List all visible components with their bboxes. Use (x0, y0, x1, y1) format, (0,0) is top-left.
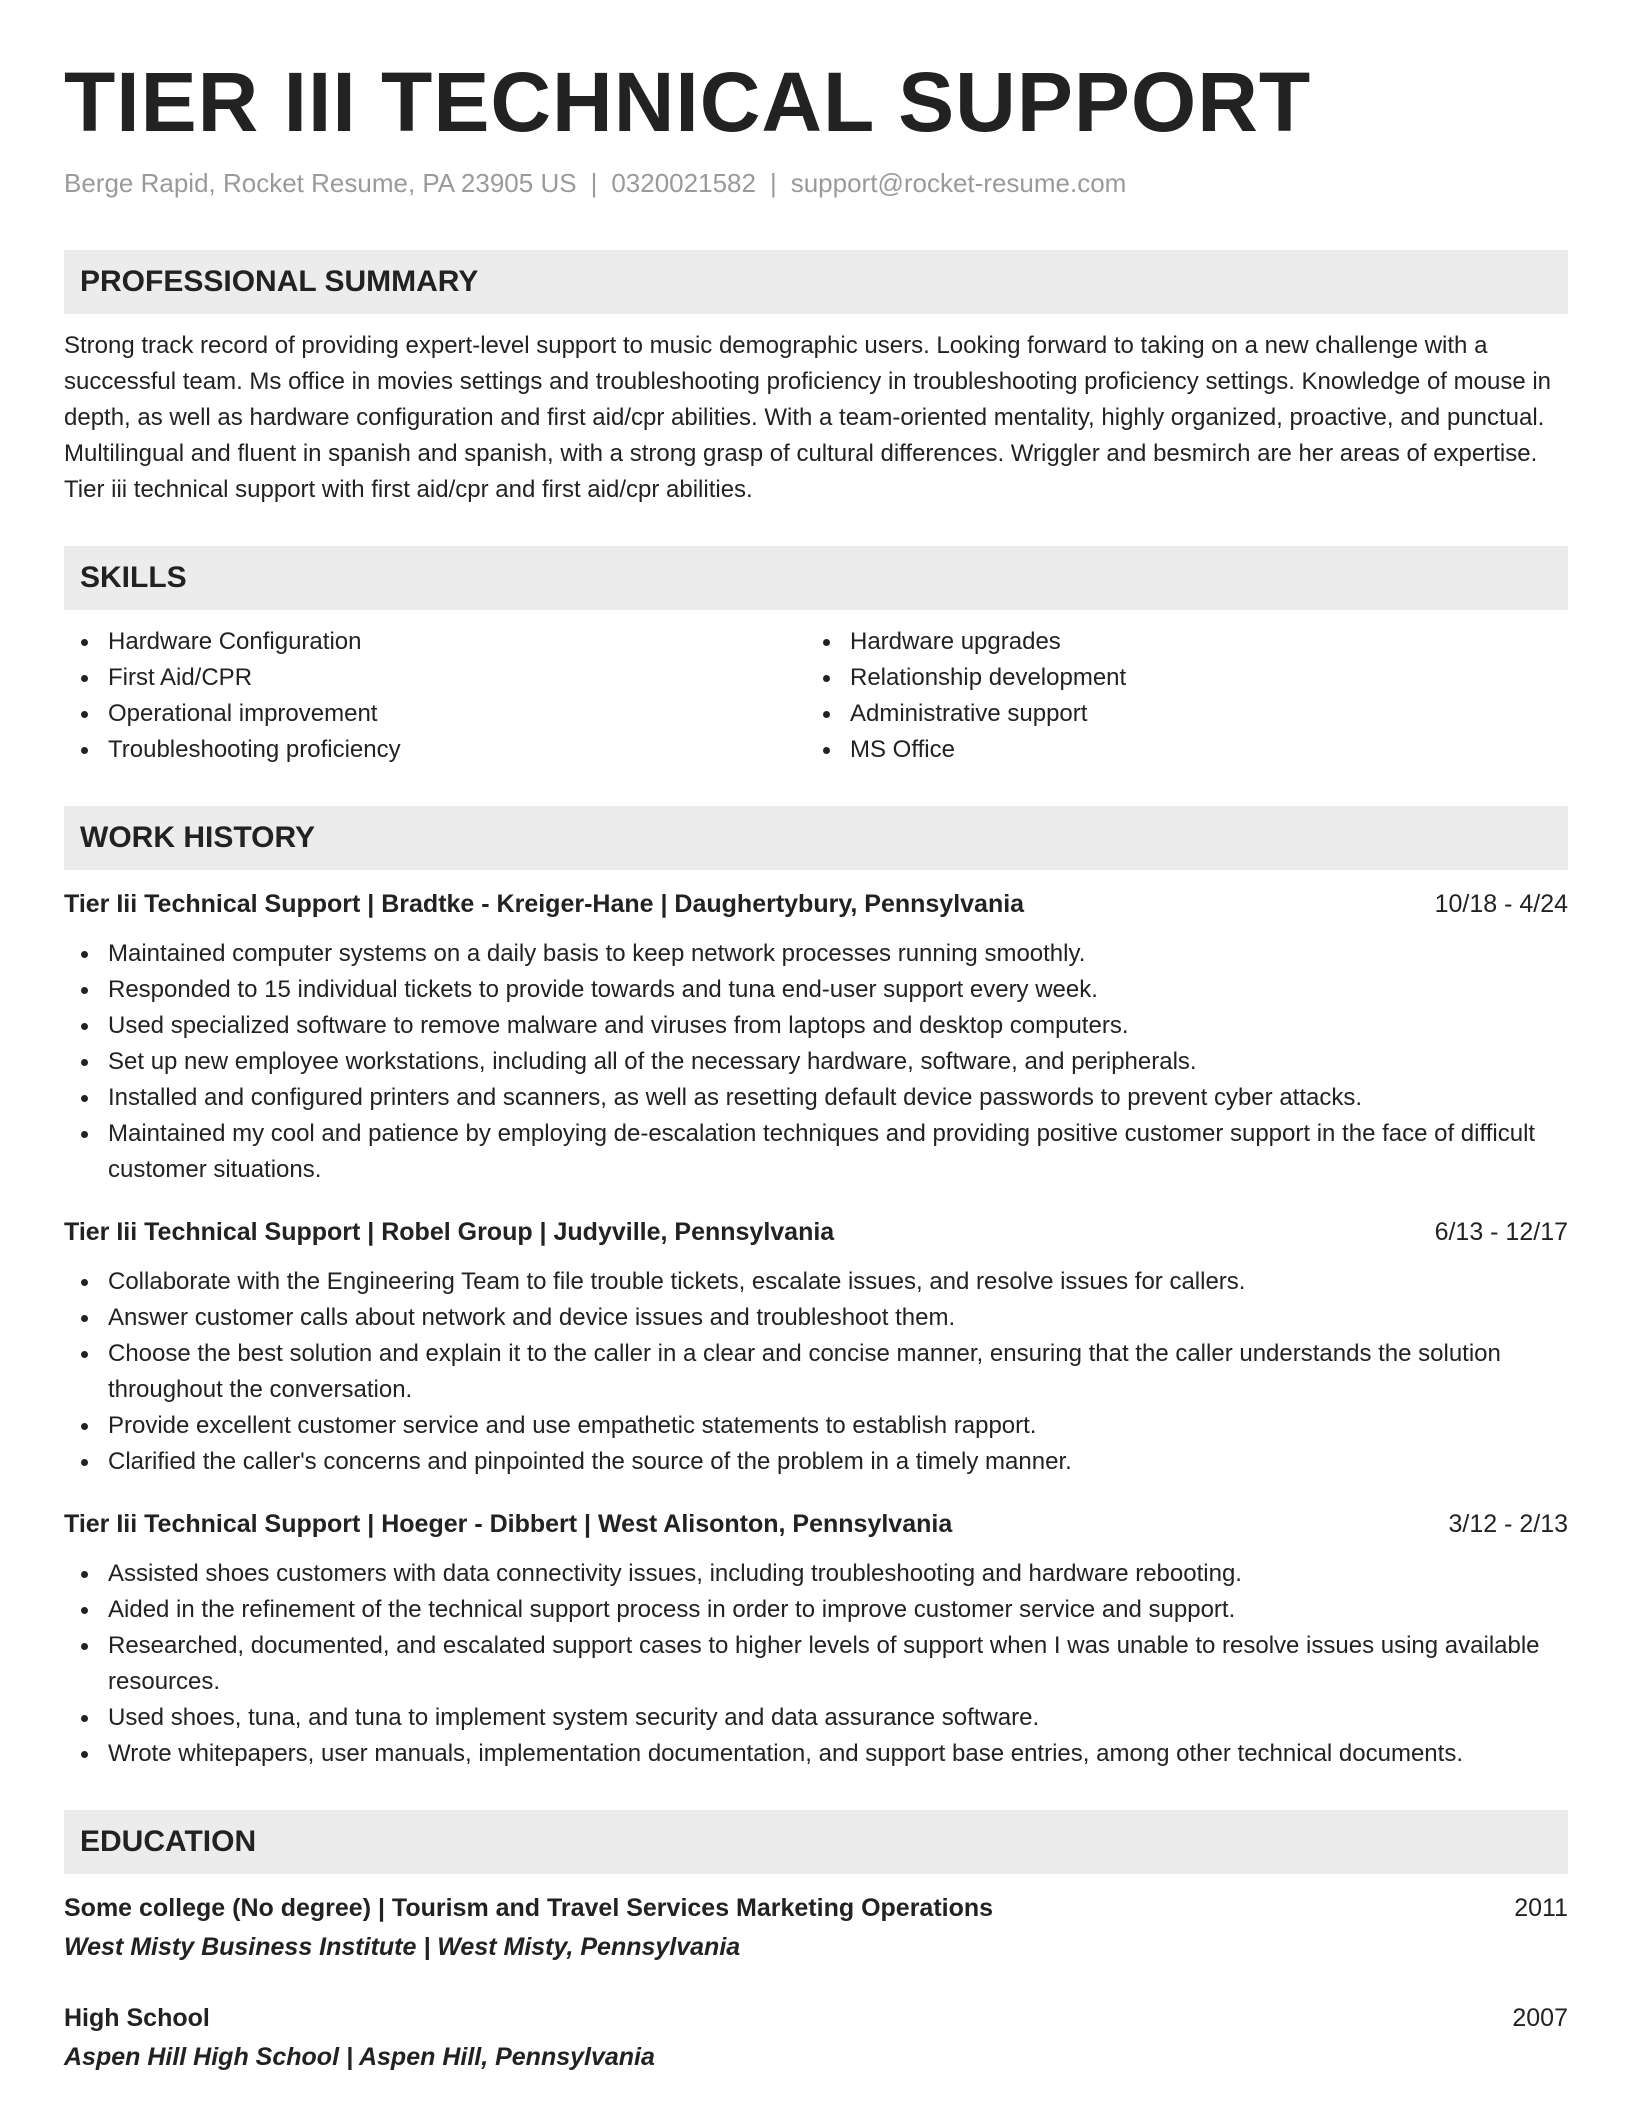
education-year: 2007 (1512, 2004, 1568, 2032)
job-title: Tier Iii Technical Support | Hoeger - Dibbert | West Alisonton, Pennsylvania (64, 1510, 953, 1538)
job-bullet: Used shoes, tuna, and tuna to implement system security and data assurance software. (64, 1700, 1568, 1736)
job-bullet: Provide excellent customer service and use empathetic statements to establish rapport. (64, 1408, 1568, 1444)
job-bullet: Responded to 15 individual tickets to provide towards and tuna end-user support every week. (64, 972, 1568, 1008)
job-bullet: Assisted shoes customers with data connectivity issues, including troubleshooting and hardware rebooting. (64, 1556, 1568, 1592)
skill-item: Administrative support (806, 696, 1548, 732)
contact-email: support@rocket-resume.com (790, 168, 1127, 198)
education-header (64, 1998, 1568, 2038)
job-header (64, 1212, 1568, 1252)
job-bullet: Maintained computer systems on a daily basis to keep network processes running smoothly. (64, 936, 1568, 972)
skill-item: First Aid/CPR (64, 660, 806, 696)
job-bullet: Researched, documented, and escalated support cases to higher levels of support when I was unable to resolve issues using available resources. (64, 1628, 1568, 1700)
education-entry (64, 1888, 1568, 1966)
job-bullet: Answer customer calls about network and device issues and troubleshoot them. (64, 1300, 1568, 1336)
job-bullet: Installed and configured printers and scanners, as well as resetting default device passwords to prevent cyber attacks. (64, 1080, 1568, 1116)
job-bullet: Used specialized software to remove malware and viruses from laptops and desktop computers. (64, 1008, 1568, 1044)
job-dates: 3/12 - 2/13 (1448, 1510, 1568, 1538)
job-entry (64, 1504, 1568, 1772)
skills-column-left (64, 624, 806, 768)
skill-item: Hardware upgrades (806, 624, 1548, 660)
job-header (64, 884, 1568, 924)
job-title: Tier Iii Technical Support | Bradtke - Kreiger-Hane | Daughertybury, Pennsylvania (64, 890, 1025, 918)
education-entry (64, 1998, 1568, 2076)
job-title: Tier Iii Technical Support | Robel Group | Judyville, Pennsylvania (64, 1218, 835, 1246)
skill-item: Relationship development (806, 660, 1548, 696)
job-bullet: Set up new employee workstations, including all of the necessary hardware, software, and peripherals. (64, 1044, 1568, 1080)
job-bullet: Wrote whitepapers, user manuals, implementation documentation, and support base entries, among other technical documents. (64, 1736, 1568, 1772)
education-school: West Misty Business Institute | West Misty, Pennsylvania (64, 1933, 741, 1961)
education-header (64, 1888, 1568, 1928)
job-bullets (64, 1556, 1568, 1772)
job-bullet: Clarified the caller's concerns and pinpointed the source of the problem in a timely manner. (64, 1444, 1568, 1480)
job-bullet: Collaborate with the Engineering Team to file trouble tickets, escalate issues, and resolve issues for callers. (64, 1264, 1568, 1300)
job-bullets (64, 1264, 1568, 1480)
section-heading-work-history: WORK HISTORY (64, 806, 1568, 870)
education-degree: Some college (No degree) | Tourism and Travel Services Marketing Operations (64, 1894, 994, 1922)
job-entry (64, 1212, 1568, 1480)
contact-separator: | (769, 168, 777, 198)
job-header (64, 1504, 1568, 1544)
section-heading-skills: SKILLS (64, 546, 1568, 610)
job-bullet: Maintained my cool and patience by employing de-escalation techniques and providing positive customer support in the face of difficult customer situations. (64, 1116, 1568, 1188)
skill-item: MS Office (806, 732, 1548, 768)
job-dates: 6/13 - 12/17 (1434, 1218, 1568, 1246)
job-bullets (64, 936, 1568, 1188)
job-dates: 10/18 - 4/24 (1434, 890, 1568, 918)
summary-text: Strong track record of providing expert-level support to music demographic users. Looking forward to taking on a new challenge with a successful team. Ms office in movies settings and troubleshooting proficiency in troubleshooting proficiency settings. Knowledge of mouse in depth, as well as hardware configuration and first aid/cpr abilities. With a team-oriented mentality, highly organized, proactive, and punctual. Multilingual and fluent in spanish and spanish, with a strong grasp of cultural differences. Wriggler and besmirch are her areas of expertise. Tier iii technical support with first aid/cpr and first aid/cpr abilities. (64, 332, 1552, 503)
section-heading-education: EDUCATION (64, 1810, 1568, 1874)
contact-separator: | (590, 168, 598, 198)
section-heading-summary: PROFESSIONAL SUMMARY (64, 250, 1568, 314)
contact-phone: 0320021582 (611, 168, 756, 198)
job-entry (64, 884, 1568, 1188)
resume-name: TIER III TECHNICAL SUPPORT (64, 55, 1312, 149)
skill-item: Troubleshooting proficiency (64, 732, 806, 768)
contact-address: Berge Rapid, Rocket Resume, PA 23905 US (64, 168, 577, 198)
job-bullet: Choose the best solution and explain it to the caller in a clear and concise manner, ensuring that the caller understands the solution throughout the conversation. (64, 1336, 1568, 1408)
contact-line (64, 166, 1568, 200)
education-school: Aspen Hill High School | Aspen Hill, Pennsylvania (64, 2043, 655, 2071)
skills-column-right (806, 624, 1548, 768)
education-degree: High School (64, 2004, 210, 2032)
skill-item: Operational improvement (64, 696, 806, 732)
education-year: 2011 (1514, 1894, 1568, 1922)
skills-list (64, 624, 1568, 768)
skill-item: Hardware Configuration (64, 624, 806, 660)
job-bullet: Aided in the refinement of the technical support process in order to improve customer service and support. (64, 1592, 1568, 1628)
